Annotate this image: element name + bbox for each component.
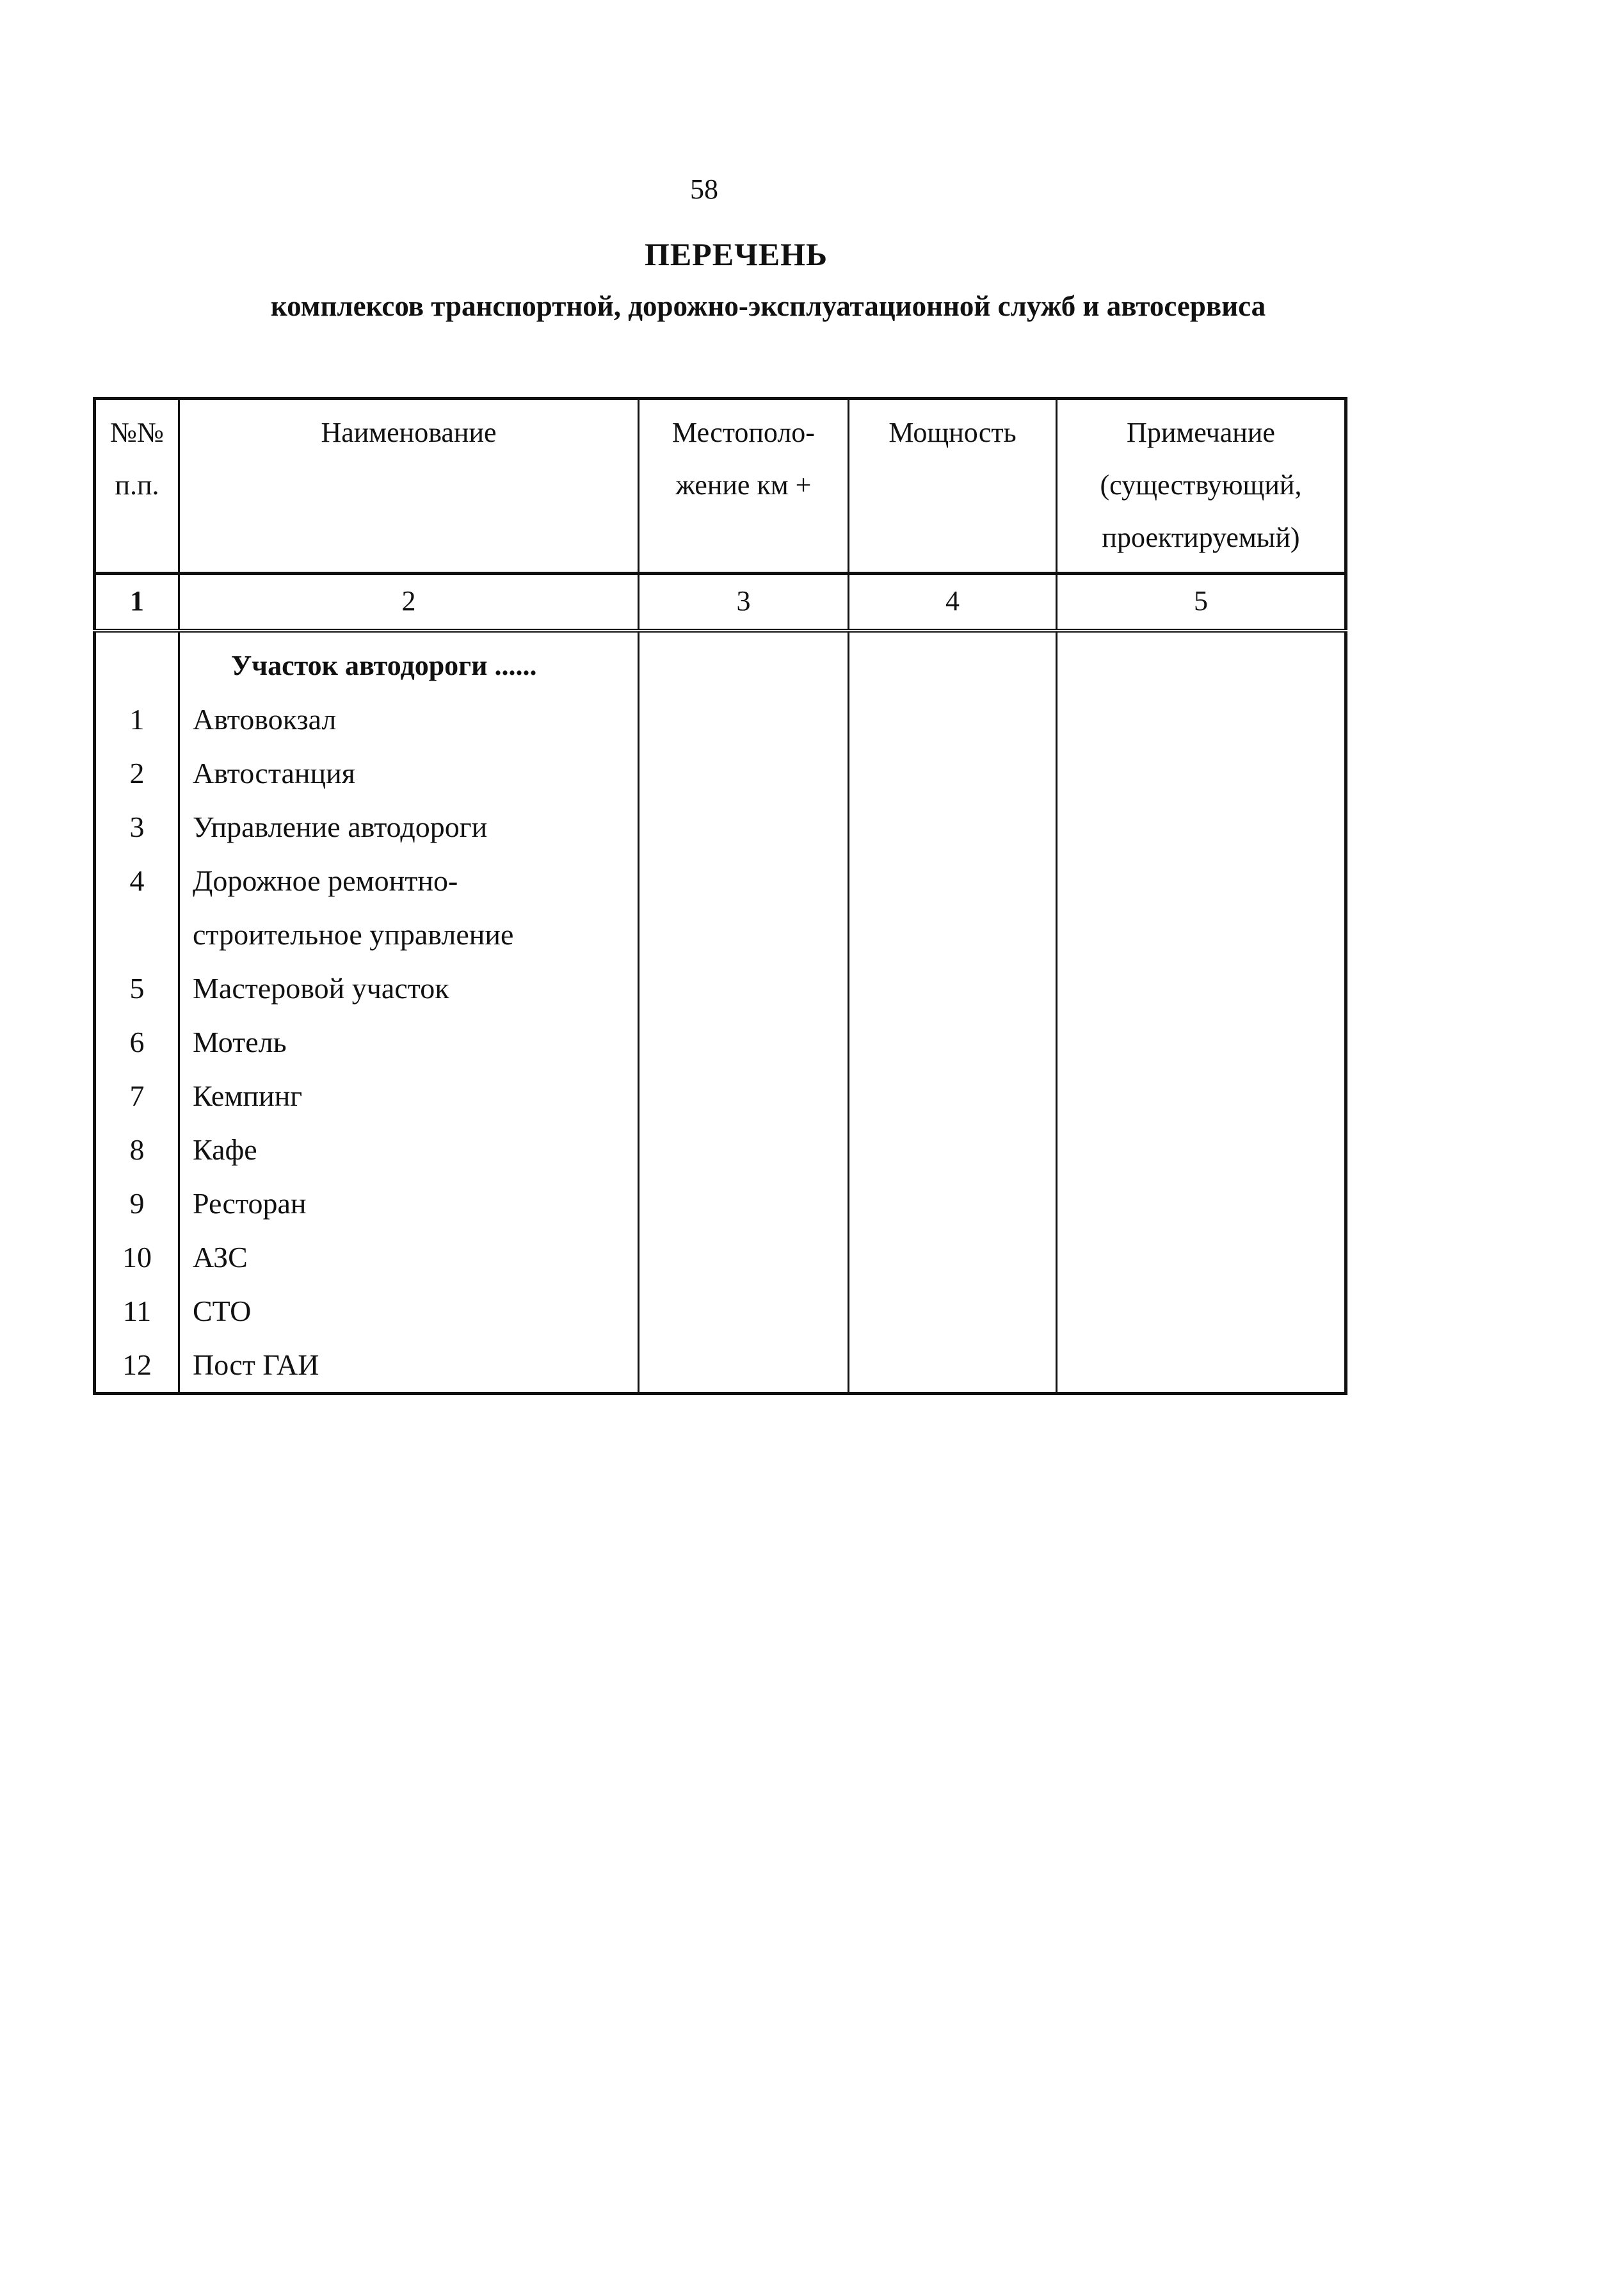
row-index: 8 [129, 1133, 145, 1166]
table-header-row [95, 399, 1346, 574]
document-title: ПЕРЕЧЕНЬ [644, 236, 828, 272]
table-body-row [95, 631, 1346, 1394]
row-index: 6 [129, 1026, 145, 1058]
row-name: СТО [193, 1295, 252, 1327]
header-text: Мощность [888, 417, 1017, 448]
header-text: Местополо- [672, 417, 815, 448]
services-table [93, 397, 1347, 1395]
header-location [639, 399, 849, 574]
header-text: (существующий, [1100, 469, 1302, 501]
row-name: Пост ГАИ [193, 1348, 319, 1381]
column-number: 2 [179, 574, 639, 631]
capacity-column [849, 631, 1057, 1394]
note-column [1057, 631, 1346, 1394]
header-note [1057, 399, 1346, 574]
column-number: 3 [639, 574, 849, 631]
row-index: 7 [129, 1079, 145, 1112]
column-number: 1 [95, 574, 179, 631]
row-index: 10 [122, 1241, 152, 1273]
row-index: 4 [129, 864, 145, 897]
row-name: Дорожное ремонтно- [193, 864, 458, 897]
row-name: АЗС [193, 1241, 248, 1273]
row-name: Автостанция [193, 757, 355, 789]
row-index: 12 [122, 1348, 152, 1381]
section-title: Участок автодороги ...... [231, 650, 537, 681]
row-index: 11 [122, 1295, 152, 1327]
header-text: Примечание [1127, 417, 1275, 448]
location-column [639, 631, 849, 1394]
header-name [179, 399, 639, 574]
row-name: Мотель [193, 1026, 287, 1058]
header-text: №№ [110, 417, 164, 448]
row-index: 2 [129, 757, 145, 789]
document-subtitle: комплексов транспортной, дорожно-эксплуатационной служб и автосервиса [270, 290, 1266, 322]
header-number [95, 399, 179, 574]
row-name: Управление автодороги [193, 811, 488, 843]
row-name: Кемпинг [193, 1079, 303, 1112]
row-name: Автовокзал [193, 703, 337, 736]
page-number: 58 [690, 174, 718, 205]
column-number: 4 [849, 574, 1057, 631]
header-text: п.п. [115, 469, 159, 501]
row-index: 3 [129, 811, 145, 843]
header-text: жение км + [675, 469, 812, 501]
name-column [179, 631, 639, 1394]
header-capacity [849, 399, 1057, 574]
section-spacer [96, 639, 178, 693]
header-text: проектируемый) [1102, 522, 1300, 553]
column-number-row [95, 574, 1346, 631]
row-index: 9 [129, 1187, 145, 1220]
row-index: 1 [129, 703, 145, 736]
row-name: строительное управление [193, 918, 514, 951]
index-column [95, 631, 179, 1394]
row-index: 5 [129, 972, 145, 1005]
row-name: Мастеровой участок [193, 972, 449, 1005]
header-text: Наименование [321, 417, 497, 448]
row-name: Кафе [193, 1133, 257, 1166]
row-index [96, 908, 178, 962]
row-name: Ресторан [193, 1187, 307, 1220]
column-number: 5 [1057, 574, 1346, 631]
